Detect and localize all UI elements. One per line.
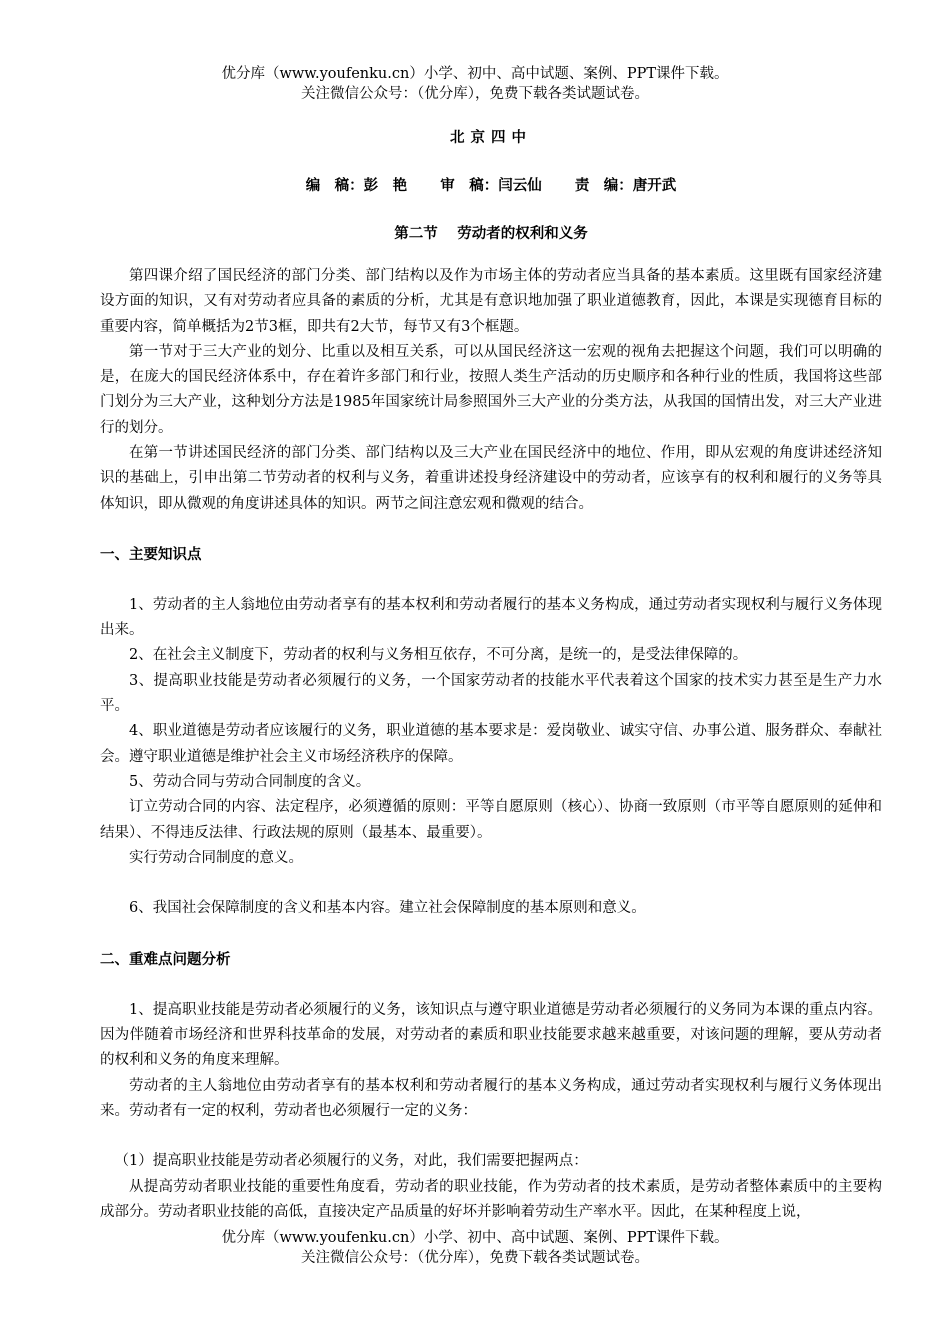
part2-heading: 二、重难点问题分析 [100,951,231,969]
intro-paragraph-2: 第一节对于三大产业的划分、比重以及相互关系，可以从国民经济这一宏观的视角去把握这个问题，我们可以明确的是，在庞大的国民经济体系中，存在着许多部门和行业，按照人类生产活动的历史顺序和各种行业的性质，我国将这些部门划分为三大产业，这种划分方法是1985年国家统计局参照国外三大产业的分类方法，从我国的国情出发，对三大产业进行的划分。 [100,343,882,436]
footer-line-2: 关注微信公众号：（优分库），免费下载各类试题试卷。 [301,1250,649,1266]
knowledge-point-2: 2、在社会主义制度下，劳动者的权利与义务相互依存，不可分离，是统一的，是受法律保障的。 [129,647,748,664]
editor-credits [100,174,882,198]
page-header [0,64,950,104]
analysis-subpoint-1: （1）提高职业技能是劳动者必须履行的义务，对此，我们需要把握两点： [114,1153,588,1170]
school-title: 北京四中 [450,129,532,146]
contract-significance: 实行劳动合同制度的意义。 [129,849,303,866]
footer-line-1: 优分库（www.youfenku.cn）小学、初中、高中试题、案例、PPT课件下载。 [221,1230,729,1246]
editor-credit: 责 编：唐开武 [574,177,677,194]
analysis-paragraph-1: 1、提高职业技能是劳动者必须履行的义务，该知识点与遵守职业道德是劳动者必须履行的义务同为本课的重点内容。因为伴随着市场经济和世界科技革命的发展，对劳动者的素质和职业技能要求越来越重要，对该问题的理解，要从劳动者的权利和义务的角度来理解。 [100,1001,882,1069]
knowledge-point-3: 3、提高职业技能是劳动者必须履行的义务，一个国家劳动者的技能水平代表着这个国家的技术实力甚至是生产力水平。 [100,672,882,715]
knowledge-point-4: 4、职业道德是劳动者应该履行的义务，职业道德的基本要求是：爱岗敬业、诚实守信、办事公道、服务群众、奉献社会。遵守职业道德是维护社会主义市场经济秩序的保障。 [100,723,882,765]
header-line-2: 关注微信公众号：（优分库），免费下载各类试题试卷。 [301,86,649,102]
writer-credit: 编 稿：彭 艳 [305,177,408,194]
knowledge-point-6: 6、我国社会保障制度的含义和基本内容。建立社会保障制度的基本原则和意义。 [129,900,646,917]
contract-principles: 订立劳动合同的内容、法定程序，必须遵循的原则：平等自愿原则（核心）、协商一致原则（市平等自愿原则的延伸和结果）、不得违反法律、行政法规的原则（最基本、最重要）。 [100,799,882,841]
intro-paragraph-3: 在第一节讲述国民经济的部门分类、部门结构以及三大产业在国民经济中的地位、作用，即从宏观的角度讲述经济知识的基础上，引申出第二节劳动者的权利与义务，着重讲述投身经济建设中的劳动者，应该享有的权利和履行的义务等具体知识，即从微观的角度讲述具体的知识。两节之间注意宏观和微观的结合。 [100,445,882,512]
analysis-paragraph-2: 劳动者的主人翁地位由劳动者享有的基本权利和劳动者履行的基本义务构成，通过劳动者实现权利与履行义务体现出来。劳动者有一定的权利，劳动者也必须履行一定的义务： [100,1077,882,1119]
section-title: 第二节 劳动者的权利和义务 [394,225,588,242]
analysis-paragraph-3: 从提高劳动者职业技能的重要性角度看，劳动者的职业技能，作为劳动者的技术素质，是劳动者整体素质中的主要构成部分。劳动者职业技能的高低，直接决定产品质量的好坏并影响着劳动生产率水平。因此，在某种程度上说， [100,1178,882,1220]
document-body [100,126,882,1225]
page-footer [0,1228,950,1268]
part1-heading: 一、主要知识点 [100,546,202,564]
header-line-1: 优分库（www.youfenku.cn）小学、初中、高中试题、案例、PPT课件下载。 [221,66,729,82]
knowledge-point-1: 1、劳动者的主人翁地位由劳动者享有的基本权利和劳动者履行的基本义务构成，通过劳动者实现权利与履行义务体现出来。 [100,596,882,639]
reviewer-credit: 审 稿：闫云仙 [440,177,542,194]
knowledge-point-5: 5、劳动合同与劳动合同制度的含义。 [129,773,371,790]
intro-paragraph-1: 第四课介绍了国民经济的部门分类、部门结构以及作为市场主体的劳动者应当具备的基本素质。这里既有国家经济建设方面的知识，又有对劳动者应具备的素质的分析，尤其是有意识地加强了职业道德教育，因此，本课是实现德育目标的重要内容，简单概括为2节3框，即共有2大节，每节又有3个框题。 [100,268,882,335]
